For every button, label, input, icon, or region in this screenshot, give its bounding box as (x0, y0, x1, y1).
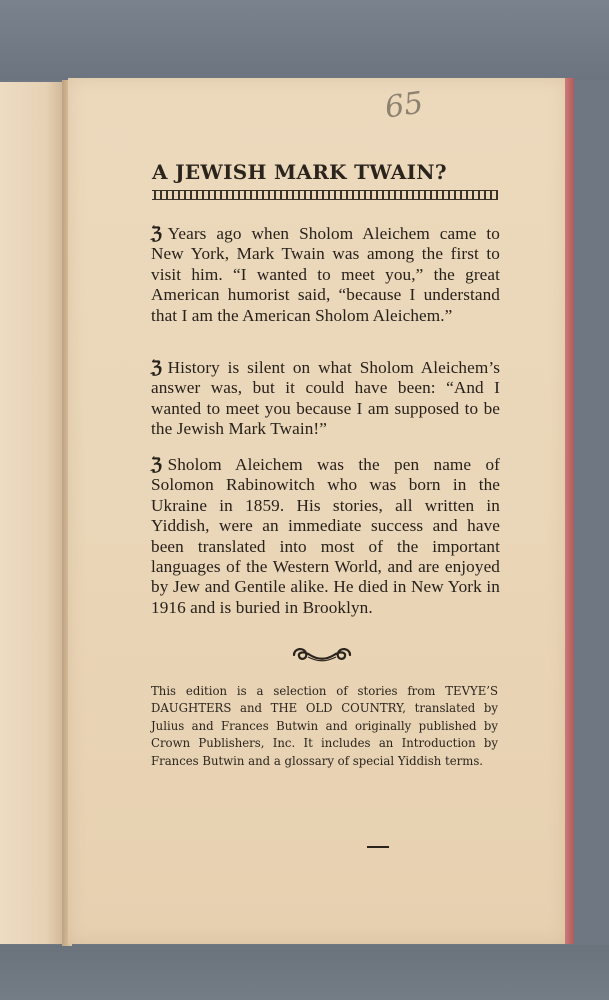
page-title: A JEWISH MARK TWAIN? (152, 160, 447, 184)
paragraph-1-text: Years ago when Sholom Aleichem came to New York, Mark Twain was among the first to visit him. “I wanted to meet you,” the great American humorist said, “because I understand that I am the American Sholom Aleichem.” (151, 224, 500, 325)
paragraph-1 (151, 224, 500, 326)
flourish-ornament-icon (288, 643, 356, 667)
facing-page (0, 82, 67, 944)
paragraph-3-text: Sholom Aleichem was the pen name of Solomon Rabinowitch who was born in the Ukraine in 1859. His stories, all written in Yiddish, were an immediate success and have been translated into most of the important languages of the Western World, and are enjoyed by Jew and Gentile alike. He died in New York in 1916 and is buried in Brooklyn. (151, 455, 500, 617)
cover-edge (565, 78, 574, 944)
ornamental-rule (152, 190, 498, 200)
paragraph-2-text: History is silent on what Sholom Aleichem’s answer was, but it could have been: “And I wanted to meet you because I am supposed to be the Jewish Mark Twain!” (151, 358, 500, 439)
page-dash (367, 846, 389, 848)
edition-note: This edition is a selection of stories from TEVYE’S DAUGHTERS and THE OLD COUNTRY, translated by Julius and Frances Butwin and originally published by Crown Publishers, Inc. It includes an Introduction by Frances Butwin and a glossary of special Yiddish terms. (151, 684, 498, 768)
paragraph-mark-icon: ℨ (150, 358, 163, 378)
paragraph-mark-icon: ℨ (150, 224, 163, 244)
paragraph-2 (151, 358, 500, 440)
paragraph-3 (151, 455, 500, 618)
pencil-price-note (383, 86, 426, 126)
scan-background-bottom (0, 945, 609, 1000)
pencil-note-text: 65 (382, 85, 426, 126)
paragraph-mark-icon: ℨ (150, 455, 163, 475)
scan-background-top (0, 0, 609, 80)
